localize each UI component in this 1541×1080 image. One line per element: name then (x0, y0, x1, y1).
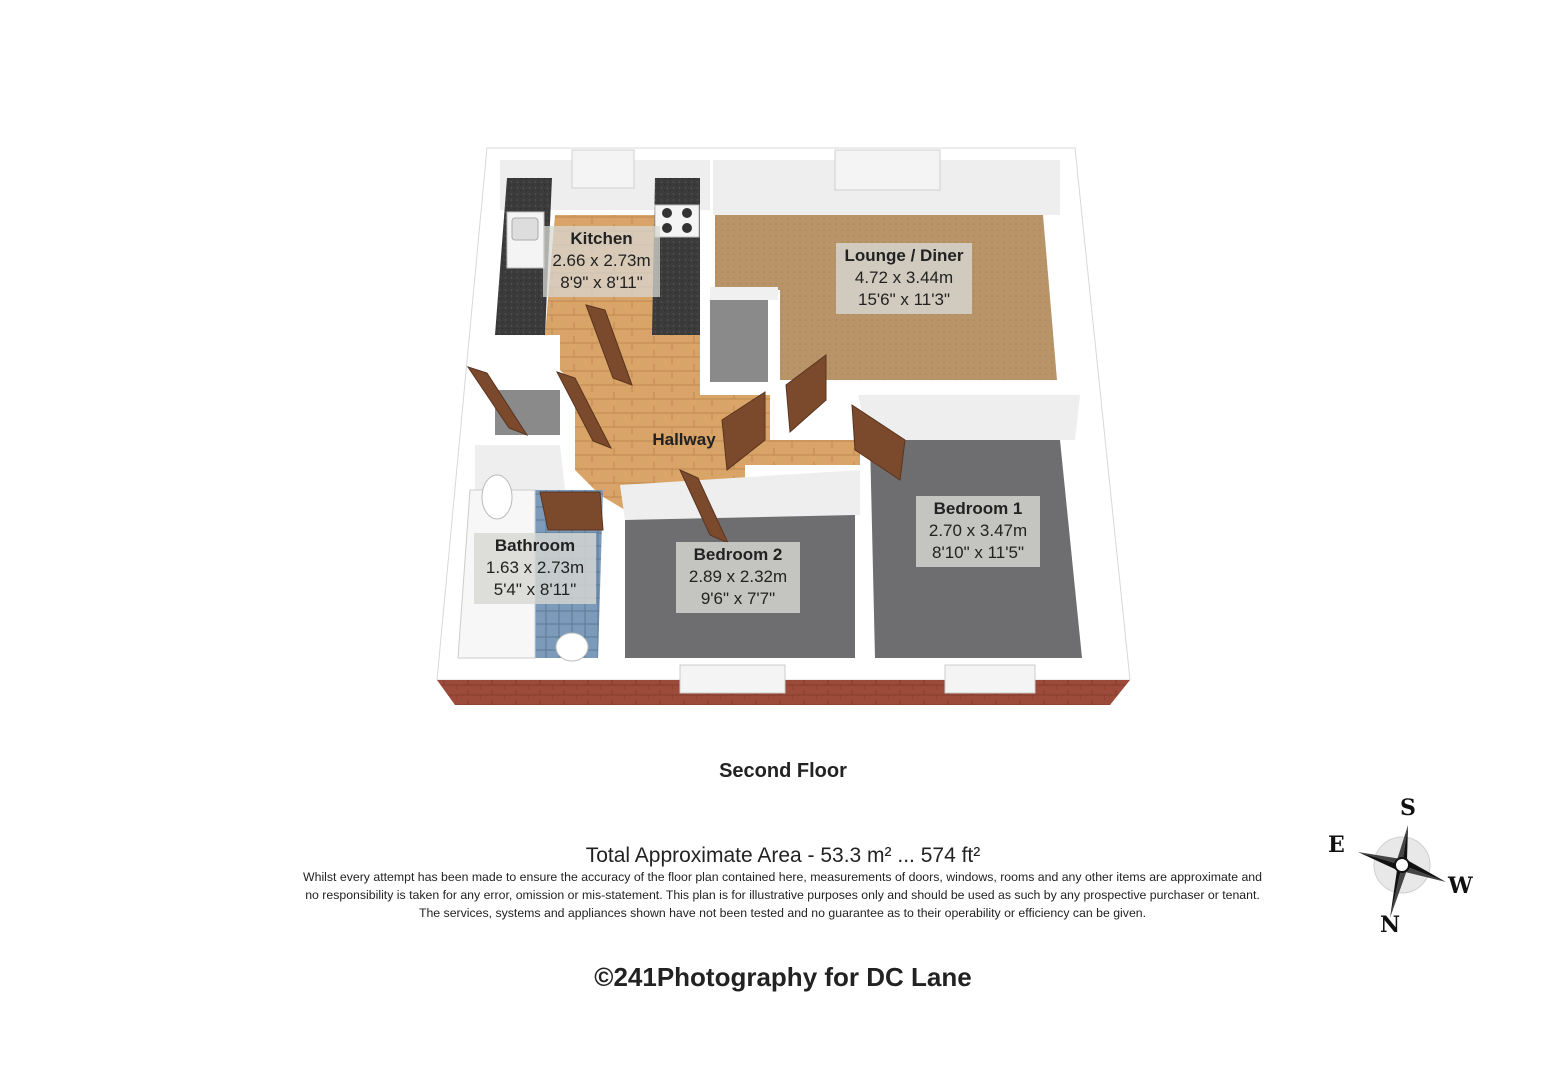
bathroom-metric: 1.63 x 2.73m (485, 558, 585, 577)
bathroom-label (474, 533, 596, 604)
photography-credit: ©241Photography for DC Lane (594, 962, 972, 992)
hob (655, 205, 699, 237)
bedroom2-metric: 2.89 x 2.32m (688, 567, 788, 586)
bedroom1-metric: 2.70 x 3.47m (928, 521, 1028, 540)
compass-east-label: E (1328, 832, 1345, 858)
disclaimer-line: Whilst every attempt has been made to ensure the accuracy of the floor plan contained here, measurements of doors, windows, rooms and any other items are approximate and (303, 870, 1262, 884)
bathroom-imperial: 5'4" x 8'11" (493, 580, 577, 599)
hallway-label (640, 427, 728, 454)
lounge-imperial: 15'6" x 11'3" (858, 290, 950, 309)
hallway-name: Hallway (652, 430, 716, 449)
window-back-1 (572, 150, 634, 188)
kitchen-name: Kitchen (570, 229, 633, 248)
bedroom2-name: Bedroom 2 (693, 545, 783, 564)
window-back-2 (835, 150, 940, 190)
total-area: Total Approximate Area - 53.3 m² ... 574 ft² (585, 844, 981, 867)
basin (482, 475, 512, 519)
compass-south-label: S (1400, 795, 1416, 821)
disclaimer (230, 868, 1335, 922)
lounge-metric: 4.72 x 3.44m (854, 268, 954, 287)
compass-icon (1350, 820, 1460, 930)
disclaimer-line: no responsibility is taken for any error, omission or mis-statement. This plan is for illustrative purposes only and should be used as such by any prospective purchaser or tenant. (305, 888, 1260, 902)
disclaimer-line: The services, systems and appliances shown have not been tested and no guarantee as to their operability or efficiency can be given. (418, 906, 1147, 920)
kitchen-metric: 2.66 x 2.73m (552, 251, 651, 270)
door (540, 492, 603, 530)
lounge-name: Lounge / Diner (844, 246, 964, 265)
compass-north-label: N (1380, 912, 1401, 938)
bedroom2-label (676, 542, 800, 613)
window-front-2 (945, 665, 1035, 693)
floor-name: Second Floor (719, 760, 847, 782)
lounge-label (836, 243, 972, 314)
bedroom2-imperial: 9'6" x 7'7" (700, 589, 776, 608)
compass-west-label: W (1448, 873, 1473, 899)
bathroom-name: Bathroom (494, 536, 576, 555)
bedroom1-name: Bedroom 1 (933, 499, 1023, 518)
toilet (556, 633, 588, 661)
bedroom1-imperial: 8'10" x 11'5" (932, 543, 1024, 562)
kitchen-imperial: 8'9" x 8'11" (560, 273, 643, 292)
bedroom1-label (916, 496, 1040, 567)
window-front-1 (680, 665, 785, 693)
kitchen-label (543, 226, 660, 297)
cupboard (710, 300, 768, 382)
